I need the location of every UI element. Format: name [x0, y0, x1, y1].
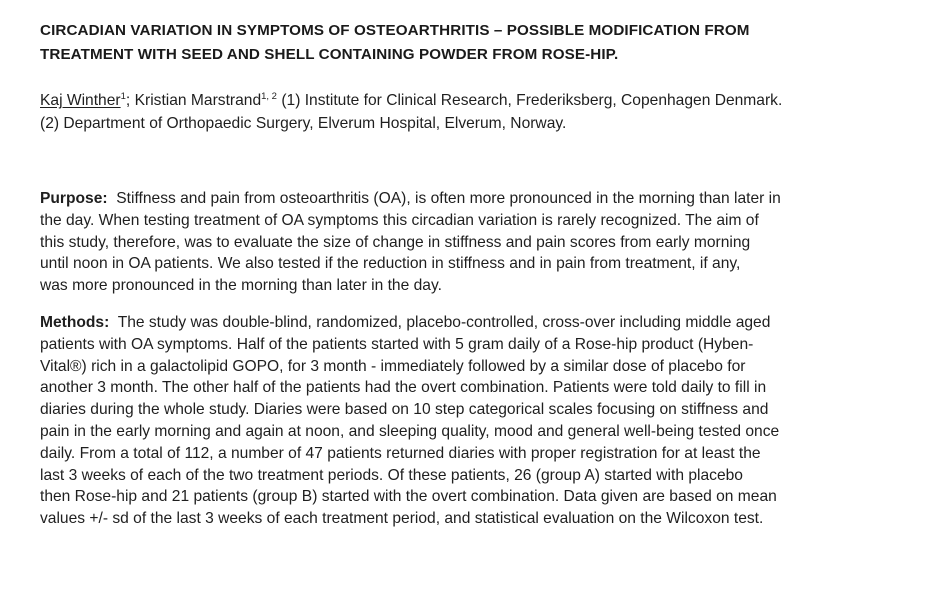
methods-line: another 3 month. The other half of the patients had the overt combination. Patients were told daily to fill in	[40, 379, 767, 397]
methods-line: patients with OA symptoms. Half of the patients started with 5 gram daily of a Rose-hip product (Hyben-	[40, 335, 754, 353]
purpose-line: was more pronounced in the morning than later in the day.	[40, 277, 442, 295]
title-line-1: CIRCADIAN VARIATION IN SYMPTOMS OF OSTEOARTHRITIS – POSSIBLE MODIFICATION FROM	[40, 22, 750, 39]
affiliation-1: (1) Institute for Clinical Research, Frederiksberg, Copenhagen Denmark.	[281, 92, 783, 109]
methods-line: Vital®) rich in a galactolipid GOPO, for 3 month - immediately followed by a similar dose of placebo for	[40, 357, 746, 375]
methods-section	[40, 312, 914, 530]
author-block	[40, 89, 914, 135]
methods-line: pain in the early morning and again at noon, and sleeping quality, mood and general well-being tested once	[40, 422, 780, 440]
purpose-label: Purpose:	[40, 190, 108, 207]
methods-label: Methods:	[40, 313, 110, 331]
author-name-2: Kristian Marstrand	[134, 92, 262, 109]
methods-line: diaries during the whole study. Diaries were based on 10 step categorical scales focusing on stiffness and	[40, 401, 769, 419]
title-line-2: TREATMENT WITH SEED AND SHELL CONTAINING POWDER FROM ROSE-HIP.	[40, 46, 619, 63]
purpose-line: Stiffness and pain from osteoarthritis (OA), is often more pronounced in the morning than later in	[116, 190, 781, 207]
author-separator: ;	[125, 92, 131, 109]
methods-line: daily. From a total of 112, a number of 47 patients returned diaries with proper registration for at least the	[40, 444, 761, 462]
methods-line: then Rose-hip and 21 patients (group B) started with the overt combination. Data given are based on mean	[40, 488, 777, 506]
purpose-line: this study, therefore, was to evaluate the size of change in stiffness and pain scores from early morning	[40, 233, 751, 251]
purpose-section	[40, 188, 914, 297]
purpose-line: the day. When testing treatment of OA symptoms this circadian variation is rarely recognized. The aim of	[40, 211, 759, 229]
methods-line: last 3 weeks of each of the two treatment periods. Of these patients, 26 (group A) started with placebo	[40, 466, 743, 484]
affiliation-2: (2) Department of Orthopaedic Surgery, Elverum Hospital, Elverum, Norway.	[40, 115, 567, 132]
abstract-title	[40, 19, 914, 67]
author-name-1: Kaj Winther	[40, 92, 121, 109]
methods-line: values +/- sd of the last 3 weeks of each treatment period, and statistical evaluation on the Wilcoxon test.	[40, 510, 764, 528]
author-1-affiliation-mark: 1	[120, 90, 126, 102]
methods-line: The study was double-blind, randomized, placebo-controlled, cross-over including middle aged	[117, 313, 771, 331]
purpose-line: until noon in OA patients. We also tested if the reduction in stiffness and in pain from treatment, if any,	[40, 255, 741, 273]
author-2-affiliation-mark: 1, 2	[261, 90, 277, 102]
